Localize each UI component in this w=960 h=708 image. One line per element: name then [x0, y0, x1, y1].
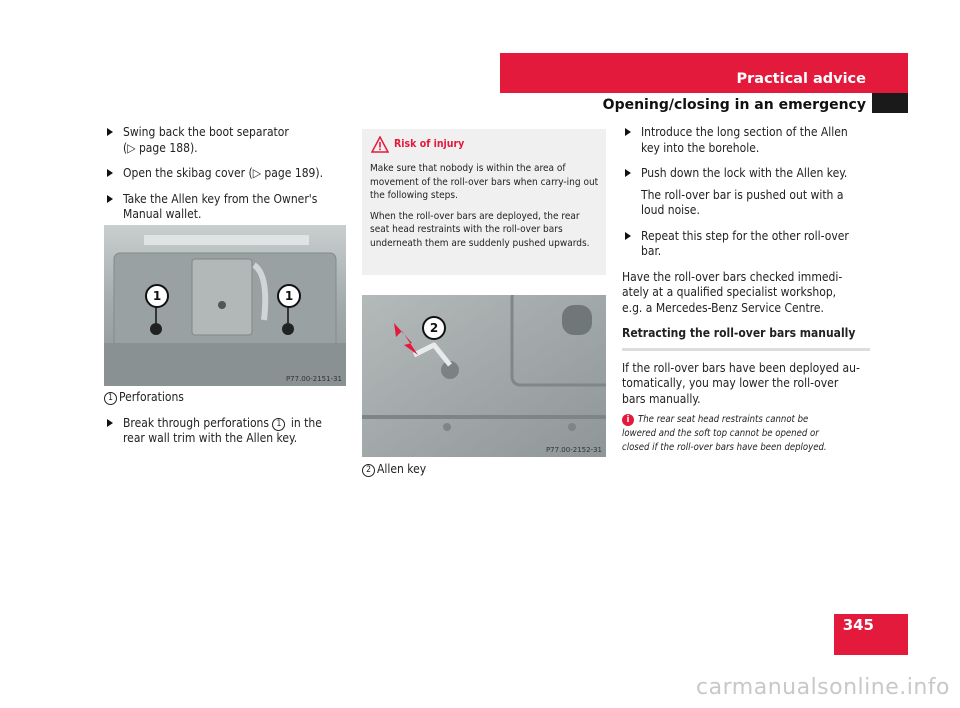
- photo-allen-key: [362, 295, 606, 457]
- section-title: Practical advice: [736, 71, 866, 87]
- paragraph-line: tomatically, you may lower the roll-over: [622, 376, 839, 390]
- perforations-illustration: [104, 225, 346, 386]
- info-icon: i: [622, 414, 634, 426]
- paragraph-line: bars manually.: [622, 391, 701, 406]
- warning-title: Risk of injury: [394, 138, 465, 150]
- number-marker-1: 1: [272, 418, 285, 431]
- image-code: P77.00-2152-31: [545, 446, 602, 454]
- step-text: rear wall trim with the Allen key.: [123, 431, 298, 445]
- step-result: [641, 188, 870, 219]
- caption-text: Allen key: [377, 462, 427, 476]
- bullet-triangle-icon: [107, 169, 113, 177]
- step-text: Take the Allen key from the Owner's: [123, 191, 318, 206]
- page-title: Opening/closing in an emergency: [602, 97, 866, 113]
- bullet-triangle-icon: [107, 419, 113, 427]
- step-text: Introduce the long section of the Allen: [641, 125, 848, 139]
- middle-caption: [362, 462, 606, 488]
- info-text: closed if the roll-over bars have been deployed.: [622, 442, 827, 453]
- step-swing-back: [104, 125, 349, 156]
- info-text: The rear seat head restraints cannot be: [638, 414, 809, 425]
- paragraph-line: ately at a qualified specialist workshop,: [622, 285, 837, 299]
- paragraph-line: If the roll-over bars have been deployed au-: [622, 360, 860, 375]
- step-text: key into the borehole.: [641, 140, 760, 155]
- step-text-b: in the: [290, 415, 322, 430]
- header-marker: [872, 93, 908, 113]
- step-push-lock: [622, 166, 870, 182]
- warning-paragraph: Make sure that nobody is within the area of movement of the roll-over bars when carry-ing out the following steps.: [370, 163, 599, 201]
- step-text: Manual wallet.: [123, 207, 202, 221]
- left-column: [104, 125, 349, 233]
- callout-1-right: 1: [277, 284, 301, 308]
- subheading-retracting: Retracting the roll-over bars manually: [622, 326, 870, 351]
- step-introduce-key: [622, 125, 870, 156]
- number-marker-1: 1: [104, 392, 117, 405]
- result-text: loud noise.: [641, 203, 700, 217]
- callout-2: 2: [422, 316, 446, 340]
- step-break-perforations: [104, 416, 349, 447]
- warning-body: [370, 162, 600, 257]
- step-text: Repeat this step for the other roll-over: [641, 228, 849, 243]
- result-text: The roll-over bar is pushed out with a: [641, 187, 844, 202]
- bullet-triangle-icon: [625, 128, 631, 136]
- bullet-triangle-icon: [625, 169, 631, 177]
- bullet-triangle-icon: [625, 232, 631, 240]
- step-text-a: Break through perforations: [123, 415, 270, 430]
- left-column-lower: [104, 390, 349, 457]
- step-text: bar.: [641, 244, 662, 258]
- caption-allen-key: [362, 462, 606, 478]
- image-code: P77.00-2151-31: [285, 375, 342, 383]
- step-text: [123, 416, 349, 432]
- warning-triangle-icon: [371, 136, 389, 153]
- caption-perforations: [104, 390, 349, 406]
- step-open-skibag: [104, 166, 349, 182]
- warning-paragraph: When the roll-over bars are deployed, the rear seat head restraints with the roll-over bars underneath them are suddenly pushed upwards.: [370, 210, 590, 249]
- number-marker-2: 2: [362, 464, 375, 477]
- paragraph-line: e.g. a Mercedes-Benz Service Centre.: [622, 300, 824, 315]
- step-text: Open the skibag cover (▷ page 189).: [123, 166, 324, 180]
- info-note: [622, 413, 870, 455]
- allen-key-illustration: [362, 295, 606, 457]
- bullet-triangle-icon: [107, 128, 113, 136]
- photo-perforations: [104, 225, 346, 386]
- step-text: Push down the lock with the Allen key.: [641, 166, 848, 180]
- bullet-triangle-icon: [107, 195, 113, 203]
- watermark: carmanualsonline.info: [696, 675, 950, 700]
- info-text: lowered and the soft top cannot be opened or: [622, 428, 819, 439]
- step-text: Swing back the boot separator: [123, 125, 289, 139]
- warning-box: [362, 129, 606, 275]
- page-reference[interactable]: (▷ page 188).: [123, 140, 198, 155]
- step-repeat: [622, 229, 870, 260]
- workshop-paragraph: [622, 270, 870, 317]
- manual-lowering-paragraph: [622, 361, 870, 408]
- right-column: [622, 125, 870, 455]
- paragraph-line: Have the roll-over bars checked immedi-: [622, 269, 843, 284]
- callout-1-left: 1: [145, 284, 169, 308]
- caption-text: Perforations: [119, 390, 184, 404]
- page-number: 345: [842, 616, 874, 634]
- step-take-allen-key: [104, 192, 349, 223]
